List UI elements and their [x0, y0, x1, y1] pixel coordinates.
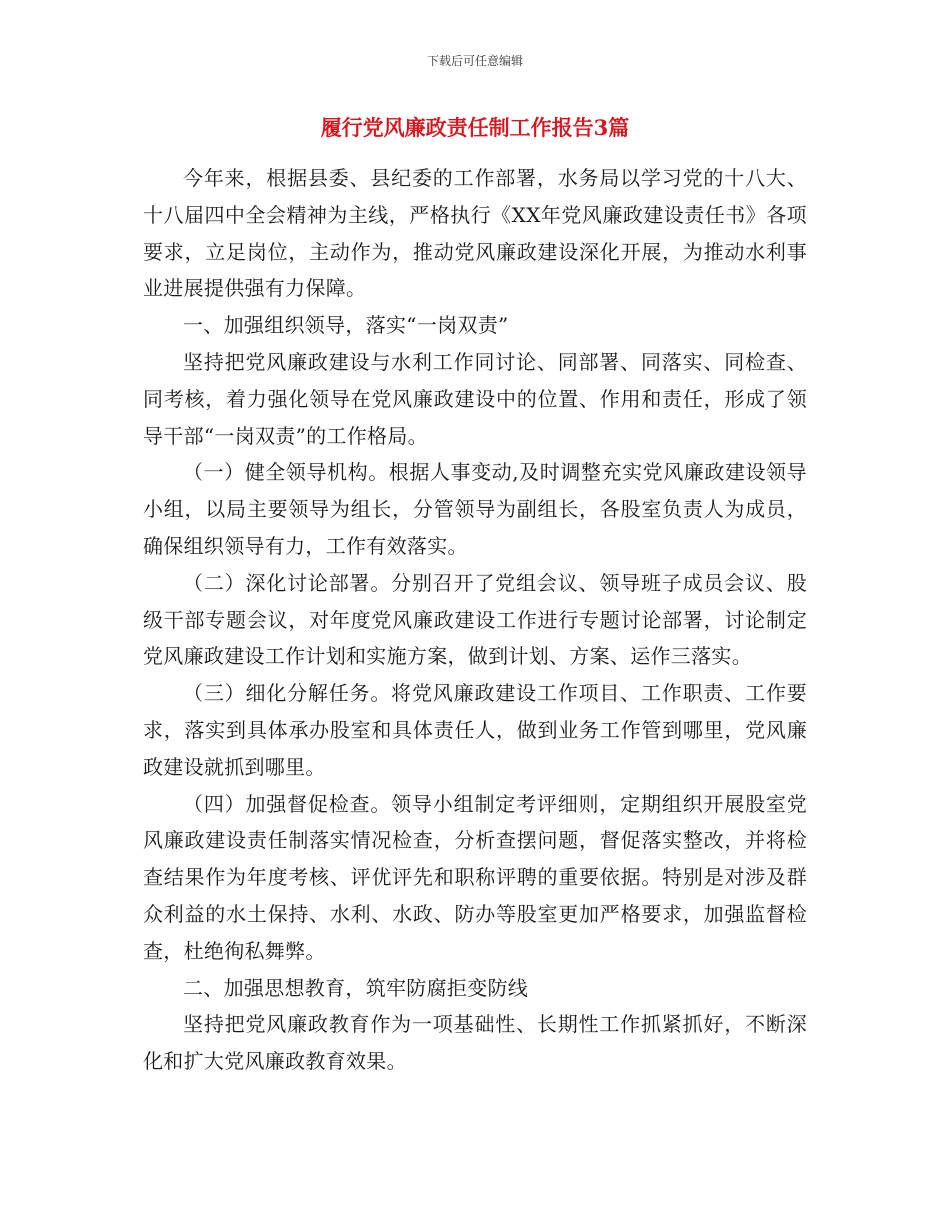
paragraph-item-1: （一）健全领导机构。根据人事变动,及时调整充实党风廉政建设领导小组，以局主要领导为组长，分管领导为副组长，各股室负责人为成员，确保组织领导有力，工作有效落实。	[143, 460, 807, 558]
document-body	[143, 160, 807, 1080]
page-header-note: 下载后可任意编辑	[426, 54, 523, 68]
document-title: 履行党风廉政责任制工作报告3篇	[320, 115, 630, 140]
paragraph-intro: 今年来，根据县委、县纪委的工作部署，水务局以学习党的十八大、十八届四中全会精神为主线，严格执行《XX年党风廉政建设责任书》各项要求，立足岗位，主动作为，推动党风廉政建设深化开展，为推动水利事业进展提供强有力保障。	[143, 166, 807, 301]
paragraph-item-4: （四）加强督促检查。领导小组制定考评细则，定期组织开展股室党风廉政建设责任制落实情况检查，分析查摆问题，督促落实整改，并将检查结果作为年度考核、评优评先和职称评聘的重要依据。特别是对涉及群众利益的水土保持、水利、水政、防办等股室更加严格要求，加强监督检查，杜绝徇私舞弊。	[143, 791, 807, 963]
section-heading-1: 一、加强组织领导，落实“一岗双责”	[183, 313, 509, 338]
section-heading-2: 二、加强思想教育，筑牢防腐拒变防线	[183, 975, 529, 1000]
paragraph-item-2: （二）深化讨论部署。分别召开了党组会议、领导班子成员会议、股级干部专题会议，对年度党风廉政建设工作进行专题讨论部署，讨论制定党风廉政建设工作计划和实施方案，做到计划、方案、运作三落实。	[143, 570, 807, 669]
paragraph-section-1: 坚持把党风廉政建设与水利工作同讨论、同部署、同落实、同检查、同考核，着力强化领导在党风廉政建设中的位置、作用和责任，形成了领导干部“一岗双责”的工作格局。	[143, 349, 807, 448]
paragraph-section-2: 坚持把党风廉政教育作为一项基础性、长期性工作抓紧抓好，不断深化和扩大党风廉政教育效果。	[143, 1012, 807, 1074]
paragraph-item-3: （三）细化分解任务。将党风廉政建设工作项目、工作职责、工作要求，落实到具体承办股室和具体责任人，做到业务工作管到哪里，党风廉政建设就抓到哪里。	[143, 681, 807, 779]
